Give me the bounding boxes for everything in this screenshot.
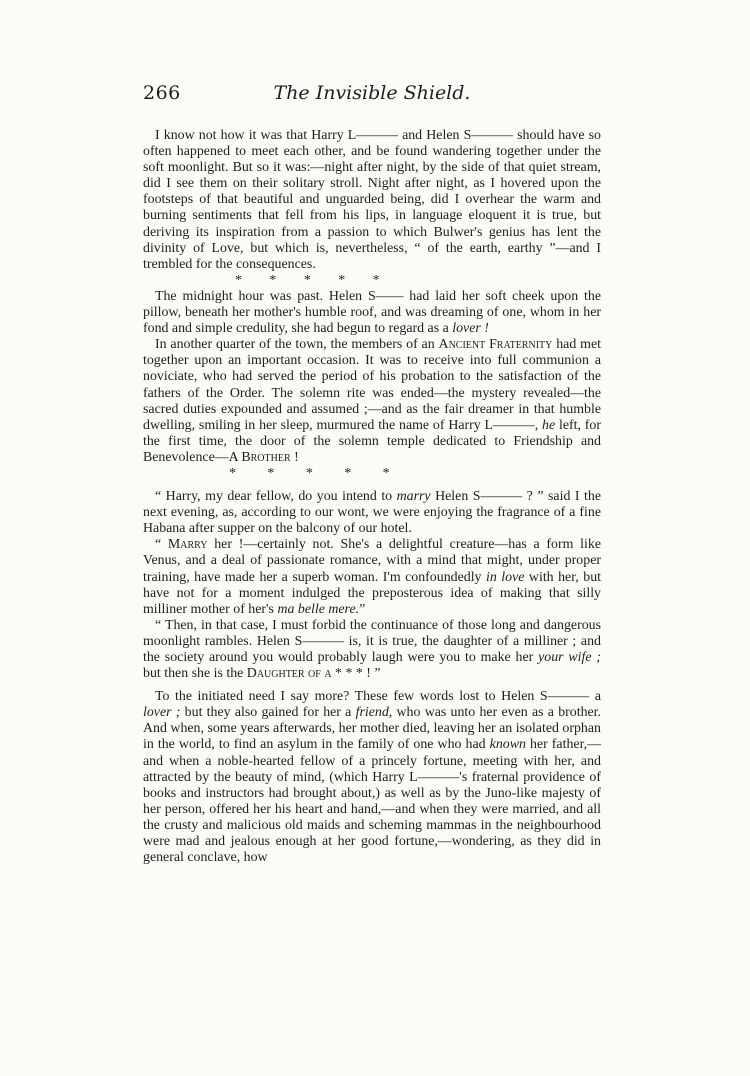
text-run: with her, but have not for a moment indulged the preposterous idea of making that silly milliner mother of her's bbox=[143, 569, 602, 617]
text-run: ” bbox=[359, 601, 366, 617]
text-run: * * * ! ” bbox=[331, 666, 381, 682]
small-caps-text: Marry bbox=[167, 537, 208, 553]
text-run: her father,—and when a noble-hearted fellow of a princely fortune, meeting with her, and attracted by the beauty of mind, (which Harry L———'s fraternal providence of books and instructors had brought about,) as well as by the Juno-like majesty of her person, offered her his heart and hand,—and when they were married, and all the crusty and malicious old maids and scheming mammas in the neighbourhood were mad and jealous enough at her good fortune,—wondering, as they did in general conclave, how bbox=[143, 737, 602, 866]
section-break-stars: * * * * * bbox=[235, 272, 380, 288]
text-run: but then she is the bbox=[143, 666, 247, 682]
spacer bbox=[143, 682, 601, 689]
paragraph-3 bbox=[143, 337, 601, 466]
paragraph-6 bbox=[143, 618, 601, 682]
text-run: The midnight hour was past. Helen S—— had laid her soft cheek upon the pillow, beneath her mother's humble roof, and was dreaming of one, whom in her fond and simple credulity, she had begun to regard as a bbox=[143, 288, 601, 337]
text-run: left, for the first time, the door of the solemn temple dedicated to Friendship and Benevolence—A bbox=[143, 417, 601, 465]
italic-text: your wife ; bbox=[538, 650, 601, 665]
text-run: “ Harry, my dear fellow, do you intend to bbox=[155, 489, 397, 505]
italic-text: known bbox=[489, 737, 526, 753]
text-run: In another quarter of the town, the members of an bbox=[155, 337, 439, 353]
italic-text: lover ; bbox=[143, 705, 181, 721]
italic-text: ma belle mere. bbox=[277, 601, 360, 617]
paragraph-1 bbox=[143, 128, 601, 273]
text-run: but they also gained for her a bbox=[180, 705, 356, 721]
page-number: 266 bbox=[143, 82, 181, 104]
paragraph-5 bbox=[143, 537, 601, 617]
small-caps-text: Ancient Fraternity bbox=[438, 337, 553, 353]
italic-text: in love bbox=[486, 569, 525, 585]
paragraph-4 bbox=[143, 489, 601, 537]
text-run: “ Then, in that case, I must forbid the continuance of those long and dangerous moonlight rambles. Helen S——— is, it is true, the daughter of a milliner ; and the society around you would probably laugh were you to make her bbox=[143, 617, 601, 665]
italic-text: he bbox=[542, 417, 556, 433]
text-run: ! bbox=[290, 449, 299, 465]
spacer bbox=[143, 482, 601, 489]
text-run: Helen S——— ? ” said I the next evening, as, according to our wont, we were enjoying the fragrance of a fine Habana after supper on the balcony of our hotel. bbox=[143, 489, 601, 537]
text-run: who was unto her even as a brother. And when, some years afterwards, her mother died, leaving her an isolated orphan in the world, to find an asylum in the family of one who had bbox=[143, 705, 602, 753]
text-run: “ bbox=[155, 537, 168, 553]
italic-text: marry bbox=[396, 489, 431, 505]
small-caps-text: Brother bbox=[241, 449, 291, 465]
running-title: The Invisible Shield. bbox=[273, 82, 471, 104]
paragraph-2 bbox=[143, 289, 601, 337]
section-break-stars: * * * * * bbox=[229, 465, 390, 481]
italic-text: friend, bbox=[355, 705, 393, 721]
paragraph-7 bbox=[143, 689, 601, 866]
italic-text: lover ! bbox=[452, 321, 489, 337]
page-header bbox=[143, 82, 601, 108]
text-run: her !—certainly not. She's a delightful creature—has a form like Venus, and a deal of passionate romance, with a mind that might, under proper training, have made her a superb woman. I'm confoundedly bbox=[143, 537, 601, 585]
text-run: I know not how it was that Harry L——— and Helen S——— should have so often happened to meet each other, and be found wandering together under the soft moonlight. But so it was:—night after night, by the side of that quiet stream, did I see them on their solitary stroll. Night after night, as I hovered upon the footsteps of that beautiful and unguarded being, did I overhear the warm and burning sentiments that fell from his lips, in language eloquent it is true, but deriving its inspiration from a passion to which Bulwer's genius has lent the divinity of Love, but which is, nevertheless, “ of the earth, earthy ”—and I trembled for the consequences. bbox=[143, 128, 601, 272]
text-run: To the initiated need I say more? These few words lost to Helen S——— a bbox=[155, 689, 601, 705]
text-run: had met together upon an important occasion. It was to receive into full communion a noviciate, who had served the period of his probation to the satisfaction of the fathers of the Order. The solemn rite was ended—the mystery revealed—the sacred duties expounded and assumed ;—and as the fair dreamer in that humble dwelling, smiling in her sleep, murmured the name of Harry L———, bbox=[143, 337, 601, 433]
small-caps-text: Daughter of a bbox=[246, 666, 332, 682]
body-text bbox=[143, 128, 601, 866]
